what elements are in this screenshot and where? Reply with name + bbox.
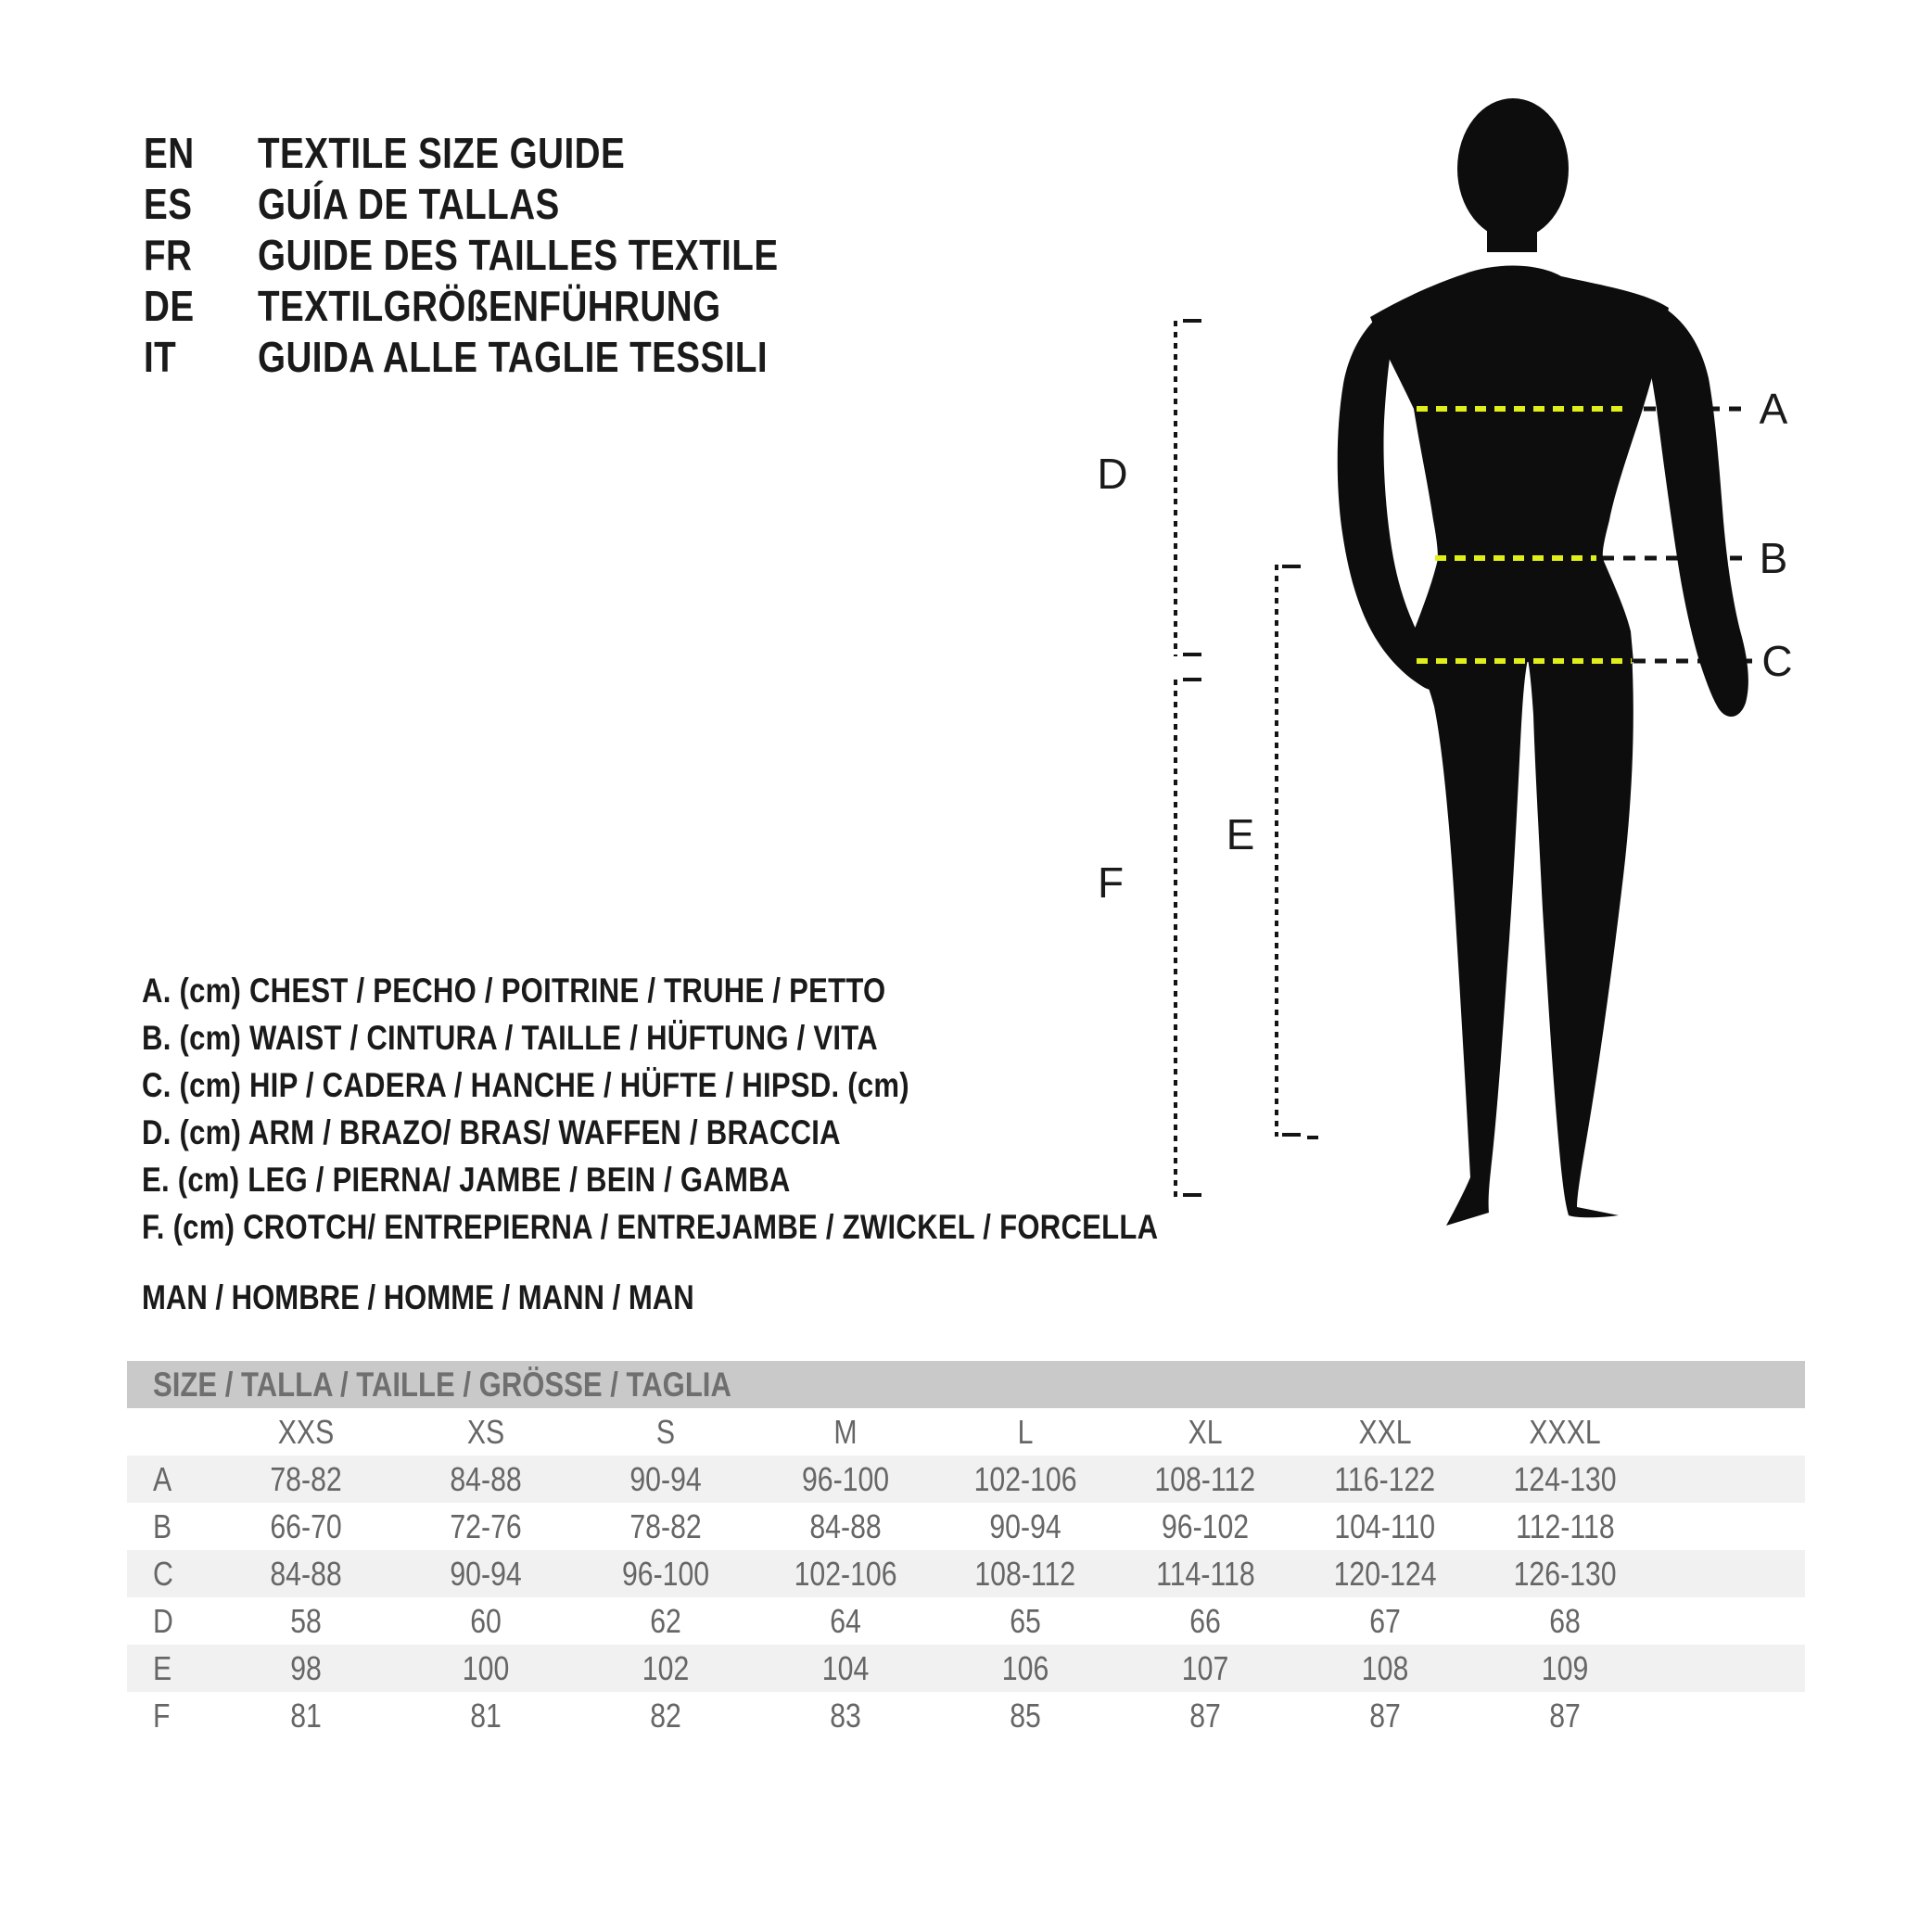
label-arm: D bbox=[1097, 450, 1128, 498]
legend-line-crotch: F. (cm) CROTCH/ ENTREPIERNA / ENTREJAMBE / ZWICKEL / FORCELLA bbox=[142, 1207, 1159, 1246]
measurement-legend bbox=[142, 967, 1352, 1251]
guide-title: GUÍA DE TALLAS bbox=[258, 179, 560, 228]
lang-code: FR bbox=[144, 230, 193, 279]
legs-shape bbox=[1411, 651, 1633, 1226]
size-col-header: XXL bbox=[1358, 1412, 1412, 1451]
table-row-waist: B 66-70 72-76 78-82 84-88 90-94 96-102 104-110 112-118 bbox=[153, 1506, 1615, 1545]
size-col-header: XS bbox=[466, 1412, 505, 1451]
neck-shape bbox=[1487, 210, 1537, 252]
table-row-chest: A 78-82 84-88 90-94 96-100 102-106 108-112 116-122 124-130 bbox=[127, 1455, 1805, 1503]
row-label: F bbox=[153, 1696, 171, 1735]
legend-line-arm: D. (cm) ARM / BRAZO/ BRAS/ WAFFEN / BRACCIA bbox=[142, 1112, 841, 1151]
guide-title: GUIDE DES TAILLES TEXTILE bbox=[258, 230, 779, 279]
lang-code: EN bbox=[144, 128, 195, 177]
table-row-arm: D 58 60 62 64 65 66 67 68 bbox=[153, 1601, 1581, 1640]
right-arm-shape bbox=[1637, 299, 1748, 717]
size-col-header: XL bbox=[1188, 1412, 1223, 1451]
row-label: A bbox=[153, 1459, 172, 1498]
table-row-crotch: F 81 81 82 83 85 87 87 87 bbox=[153, 1696, 1581, 1735]
row-label: B bbox=[153, 1506, 172, 1545]
lang-code: DE bbox=[144, 281, 195, 330]
row-label: E bbox=[153, 1648, 172, 1687]
label-leg: E bbox=[1226, 810, 1255, 858]
size-table-header: SIZE / TALLA / TAILLE / GRÖSSE / TAGLIA bbox=[127, 1361, 1805, 1408]
label-waist: B bbox=[1759, 534, 1788, 582]
guide-title: GUIDA ALLE TAGLIE TESSILI bbox=[258, 332, 769, 381]
lang-code: IT bbox=[144, 332, 177, 381]
legend-line-chest: A. (cm) CHEST / PECHO / POITRINE / TRUHE / PETTO bbox=[142, 971, 886, 1010]
table-row-leg: E 98 100 102 104 106 107 108 109 bbox=[127, 1645, 1805, 1692]
table-row-hip: C 84-88 90-94 96-100 102-106 108-112 114-118 120-124 126-130 bbox=[127, 1550, 1805, 1597]
size-col-header: L bbox=[1017, 1412, 1034, 1451]
size-names-row bbox=[127, 1408, 1805, 1455]
guide-title: TEXTILE SIZE GUIDE bbox=[258, 128, 626, 177]
size-table bbox=[127, 1361, 1805, 1739]
legend-line-leg: E. (cm) LEG / PIERNA/ JAMBE / BEIN / GAMBA bbox=[142, 1160, 791, 1199]
lang-code: ES bbox=[144, 179, 193, 228]
label-hip: C bbox=[1761, 637, 1793, 685]
legend-line-waist: B. (cm) WAIST / CINTURA / TAILLE / HÜFTUNG / VITA bbox=[142, 1018, 878, 1057]
row-label: D bbox=[153, 1601, 173, 1640]
legend-line-hip: C. (cm) HIP / CADERA / HANCHE / HÜFTE / HIPSD. (cm) bbox=[142, 1065, 909, 1104]
row-label: C bbox=[153, 1554, 173, 1593]
label-crotch: F bbox=[1097, 858, 1125, 907]
size-col-header: XXXL bbox=[1529, 1412, 1601, 1451]
size-col-header: XXS bbox=[277, 1412, 335, 1451]
label-chest: A bbox=[1759, 385, 1788, 433]
category-line: MAN / HOMBRE / HOMME / MANN / MAN bbox=[142, 1277, 694, 1316]
size-col-header: M bbox=[833, 1412, 858, 1451]
torso-shape bbox=[1370, 265, 1669, 662]
size-col-header: S bbox=[655, 1412, 676, 1451]
guide-title: TEXTILGRÖßENFÜHRUNG bbox=[258, 281, 721, 330]
